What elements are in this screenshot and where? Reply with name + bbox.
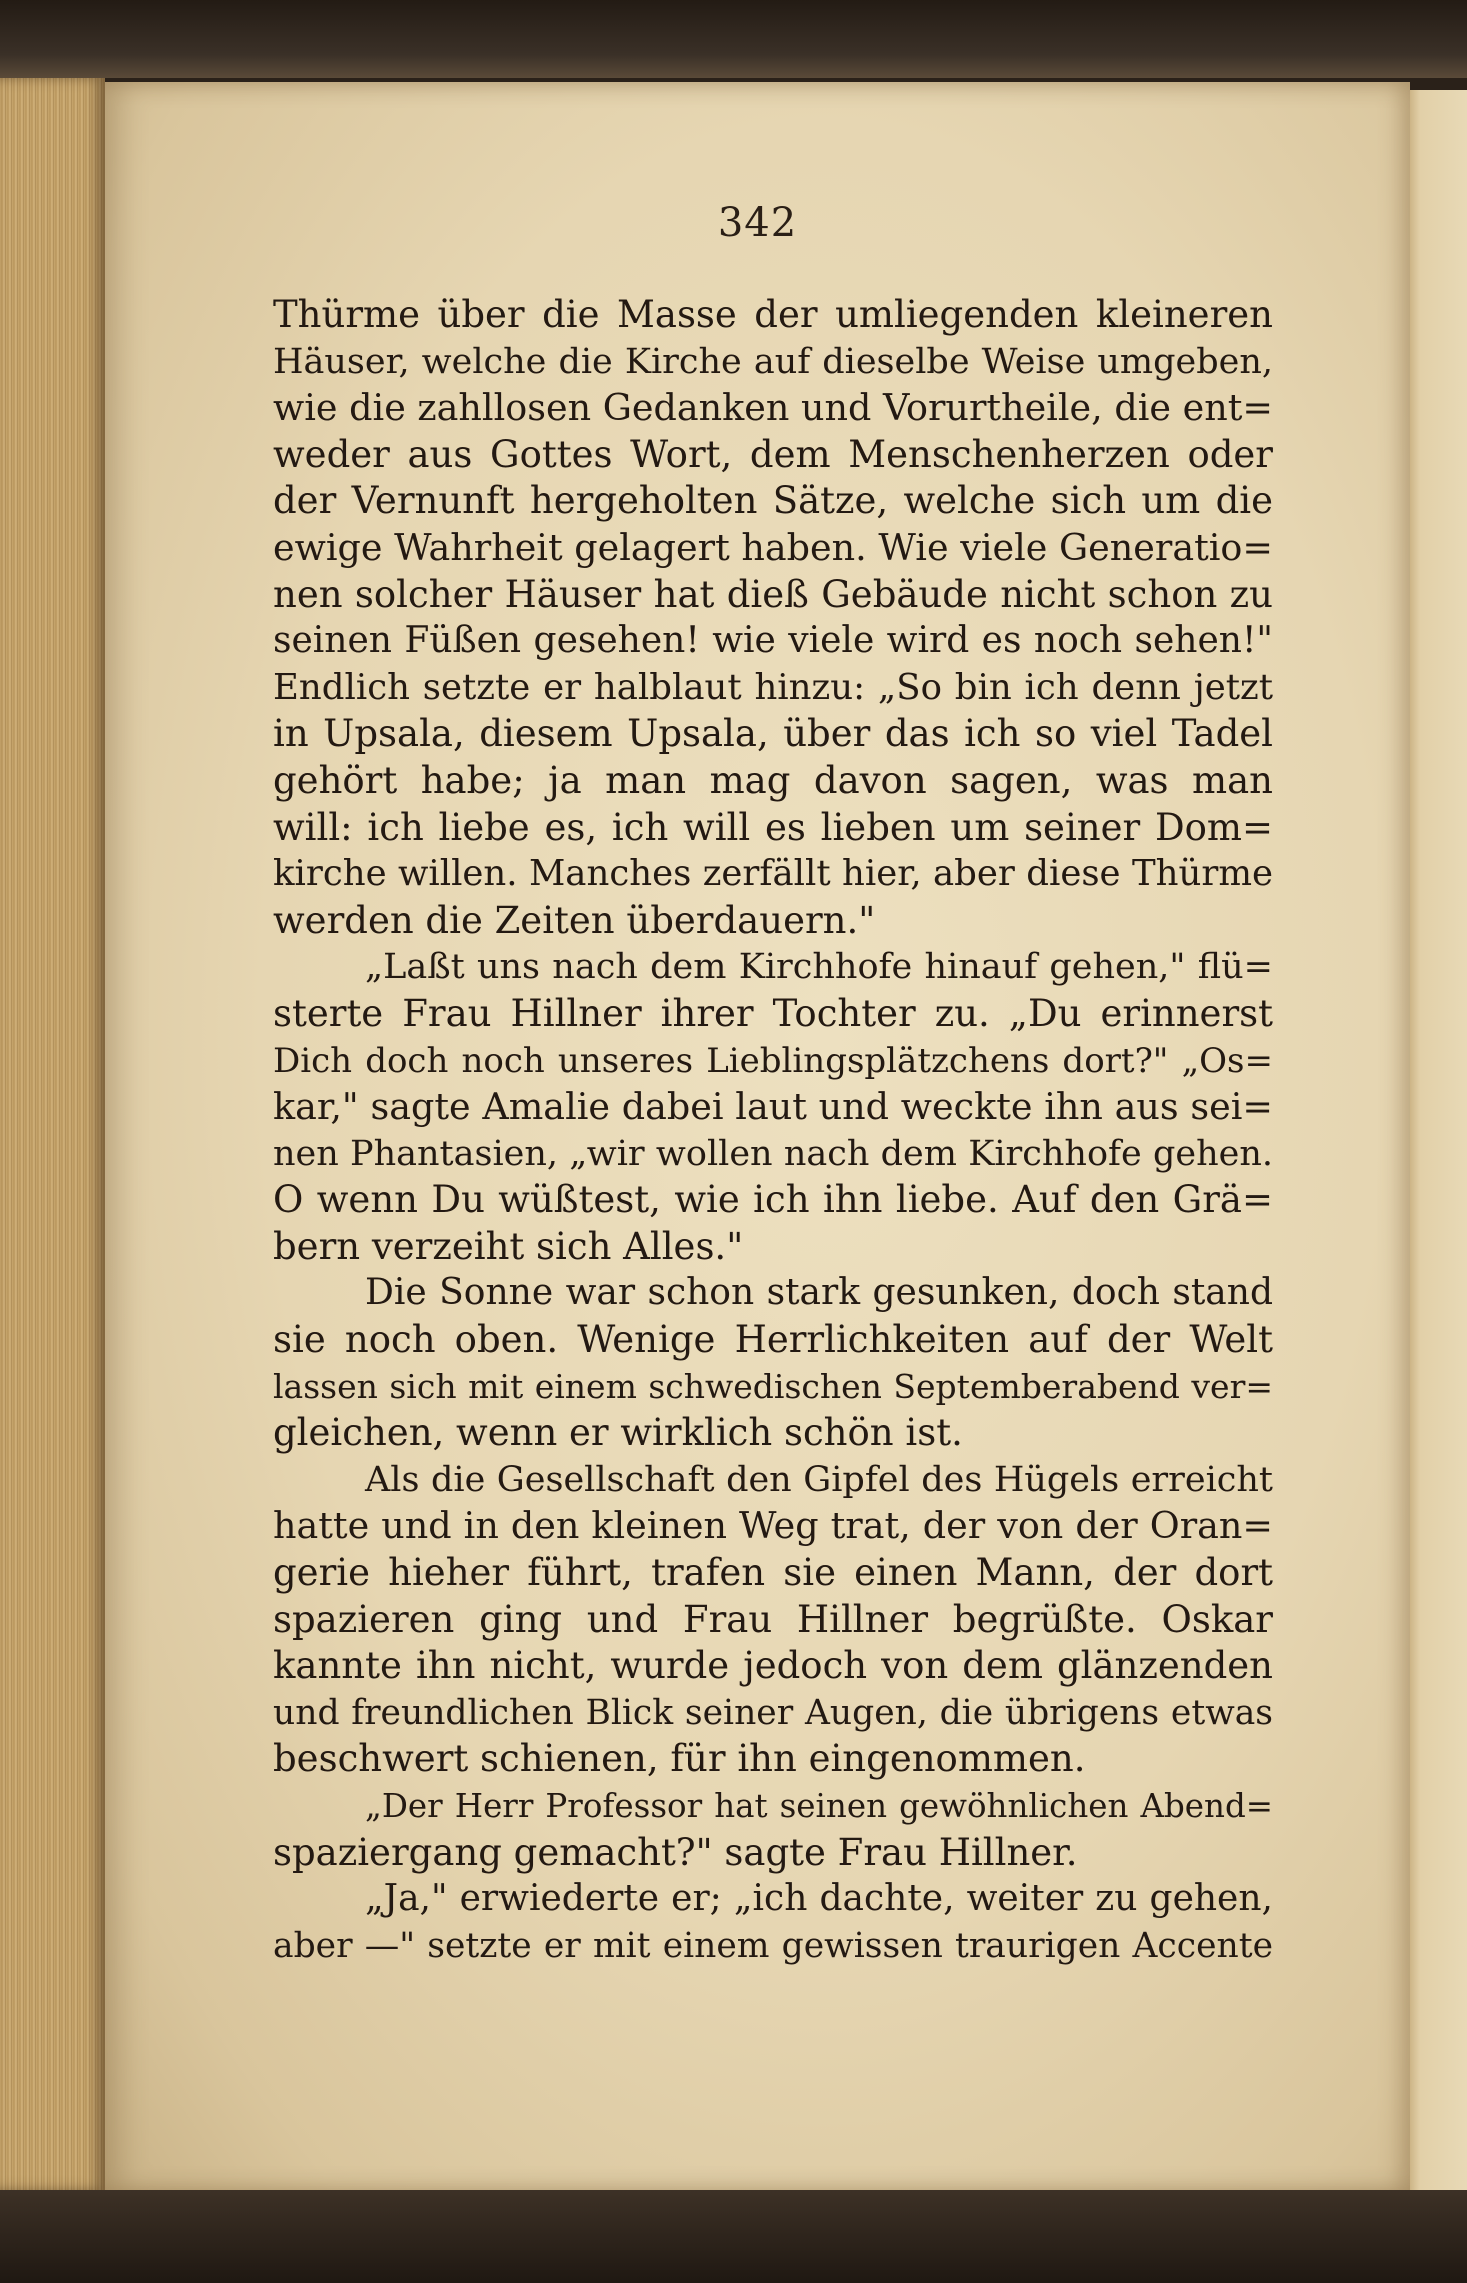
text-line: Endlich setzte er halblaut hinzu: „So bin ich denn jetzt	[273, 666, 1273, 708]
text-line: gerie hieher führt, trafen sie einen Mann, der dort	[273, 1551, 1273, 1595]
text-line: spaziergang gemacht?" sagte Frau Hillner.	[273, 1830, 1078, 1874]
text-line: beschwert schienen, für ihn eingenommen.	[273, 1737, 1086, 1781]
text-line: lassen sich mit einem schwedischen Septemberabend ver=	[273, 1366, 1273, 1406]
text-line: Thürme über die Masse der umliegenden kleineren	[273, 293, 1273, 336]
text-line: in Upsala, diesem Upsala, über das ich so viel Tadel	[273, 712, 1273, 756]
text-line: „Ja," erwiederte er; „ich dachte, weiter zu gehen,	[365, 1878, 1273, 1920]
text-line: gehört habe; ja man mag davon sagen, was man	[273, 758, 1273, 802]
text-line: kirche willen. Manches zerfällt hier, aber diese Thürme	[273, 853, 1273, 895]
next-page-edge	[1400, 90, 1467, 2200]
book-page	[105, 82, 1410, 2192]
text-line: seinen Füßen gesehen! wie viele wird es noch sehen!"	[273, 620, 1273, 662]
text-line: weder aus Gottes Wort, dem Menschenherzen oder	[273, 432, 1273, 476]
text-line: nen Phantasien, „wir wollen nach dem Kirchhofe gehen.	[273, 1133, 1273, 1174]
text-line: spazieren ging und Frau Hillner begrüßte. Oskar	[273, 1597, 1273, 1641]
text-line: Häuser, welche die Kirche auf dieselbe Weise umgeben,	[273, 341, 1273, 382]
text-line: gleichen, wenn er wirklich schön ist.	[273, 1411, 963, 1455]
text-line: sie noch oben. Wenige Herrlichkeiten auf der Welt	[273, 1318, 1273, 1362]
text-line: O wenn Du wüßtest, wie ich ihn liebe. Auf den Grä=	[273, 1178, 1273, 1222]
text-line: kar," sagte Amalie dabei laut und weckte ihn aus sei=	[273, 1085, 1273, 1129]
text-line: Dich doch noch unseres Lieblingsplätzchens dort?" „Os=	[273, 1040, 1273, 1081]
scan-bottom-edge	[0, 2190, 1467, 2283]
text-line: und freundlichen Blick seiner Augen, die übrigens etwas	[273, 1692, 1273, 1733]
text-line: „Laßt uns nach dem Kirchhofe hinauf gehen," flü=	[365, 947, 1273, 988]
text-line: kannte ihn nicht, wurde jedoch von dem glänzenden	[273, 1644, 1273, 1688]
text-line: bern verzeiht sich Alles."	[273, 1224, 744, 1268]
scan-top-edge	[0, 0, 1467, 78]
text-line: Als die Gesellschaft den Gipfel des Hügels erreicht	[365, 1459, 1273, 1500]
text-line: wie die zahllosen Gedanken und Vorurtheile, die ent=	[273, 386, 1273, 430]
text-line: ewige Wahrheit gelagert haben. Wie viele Generatio=	[273, 525, 1273, 569]
text-line: nen solcher Häuser hat dieß Gebäude nicht schon zu	[273, 572, 1273, 616]
body-text	[273, 292, 1273, 1969]
page-number: 342	[717, 200, 798, 246]
text-line: aber —" setzte er mit einem gewissen traurigen Accente	[273, 1925, 1273, 1966]
page-stack-edge	[0, 78, 105, 2190]
text-line: will: ich liebe es, ich will es lieben um seiner Dom=	[273, 805, 1273, 849]
text-line: „Der Herr Professor hat seinen gewöhnlichen Abend=	[365, 1787, 1273, 1825]
text-line: der Vernunft hergeholten Sätze, welche sich um die	[273, 479, 1273, 523]
text-line: hatte und in den kleinen Weg trat, der von der Oran=	[273, 1504, 1273, 1548]
text-line: werden die Zeiten überdauern."	[273, 898, 876, 942]
text-line: sterte Frau Hillner ihrer Tochter zu. „Du erinnerst	[273, 991, 1273, 1035]
text-line: Die Sonne war schon stark gesunken, doch stand	[365, 1272, 1273, 1314]
